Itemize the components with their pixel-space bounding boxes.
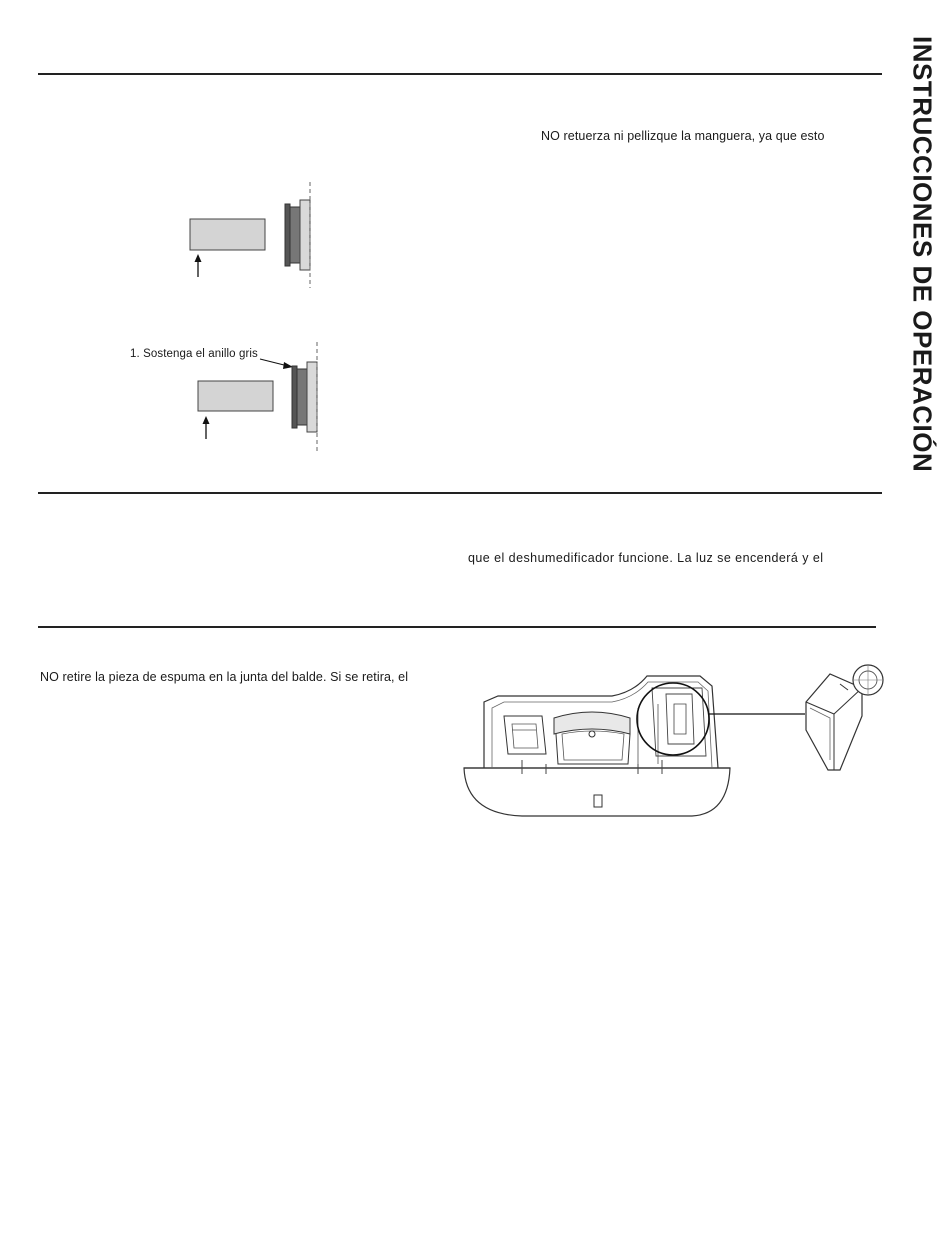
drain-fitting (307, 362, 317, 432)
hose-end (190, 219, 265, 250)
sidebar-title-container (900, 36, 944, 596)
push-arrow-head (195, 254, 202, 262)
section-rule-top (38, 73, 882, 75)
hose-connector-diagram-2 (188, 340, 338, 455)
bucket-diagram (462, 664, 752, 824)
sidebar-title: INSTRUCCIONES DE OPERACIÓN (907, 36, 938, 473)
foam-detail-diagram (800, 660, 890, 775)
coupler-ring-dark (292, 366, 297, 428)
coupler-ring-mid (290, 207, 300, 263)
hose-end (198, 381, 273, 411)
hold-grey-ring-callout: 1. Sostenga el anillo gris (130, 348, 258, 360)
coupler-ring-mid (297, 369, 307, 425)
bucket-front-tub (464, 768, 730, 816)
hose-connector-diagram-1 (180, 180, 330, 290)
coupler-ring-dark (285, 204, 290, 266)
hose-warning-text: NO retuerza ni pellizque la manguera, ya que esto (541, 129, 825, 143)
light-indicator-text: que el deshumedificador funcione. La luz se encenderá y el (468, 551, 824, 565)
section-rule-middle (38, 492, 882, 494)
drain-fitting (300, 200, 310, 270)
section-rule-lower (38, 626, 876, 628)
foam-warning-text: NO retire la pieza de espuma en la junta del balde. Si se retira, el (40, 670, 409, 684)
push-arrow-head (203, 416, 210, 424)
